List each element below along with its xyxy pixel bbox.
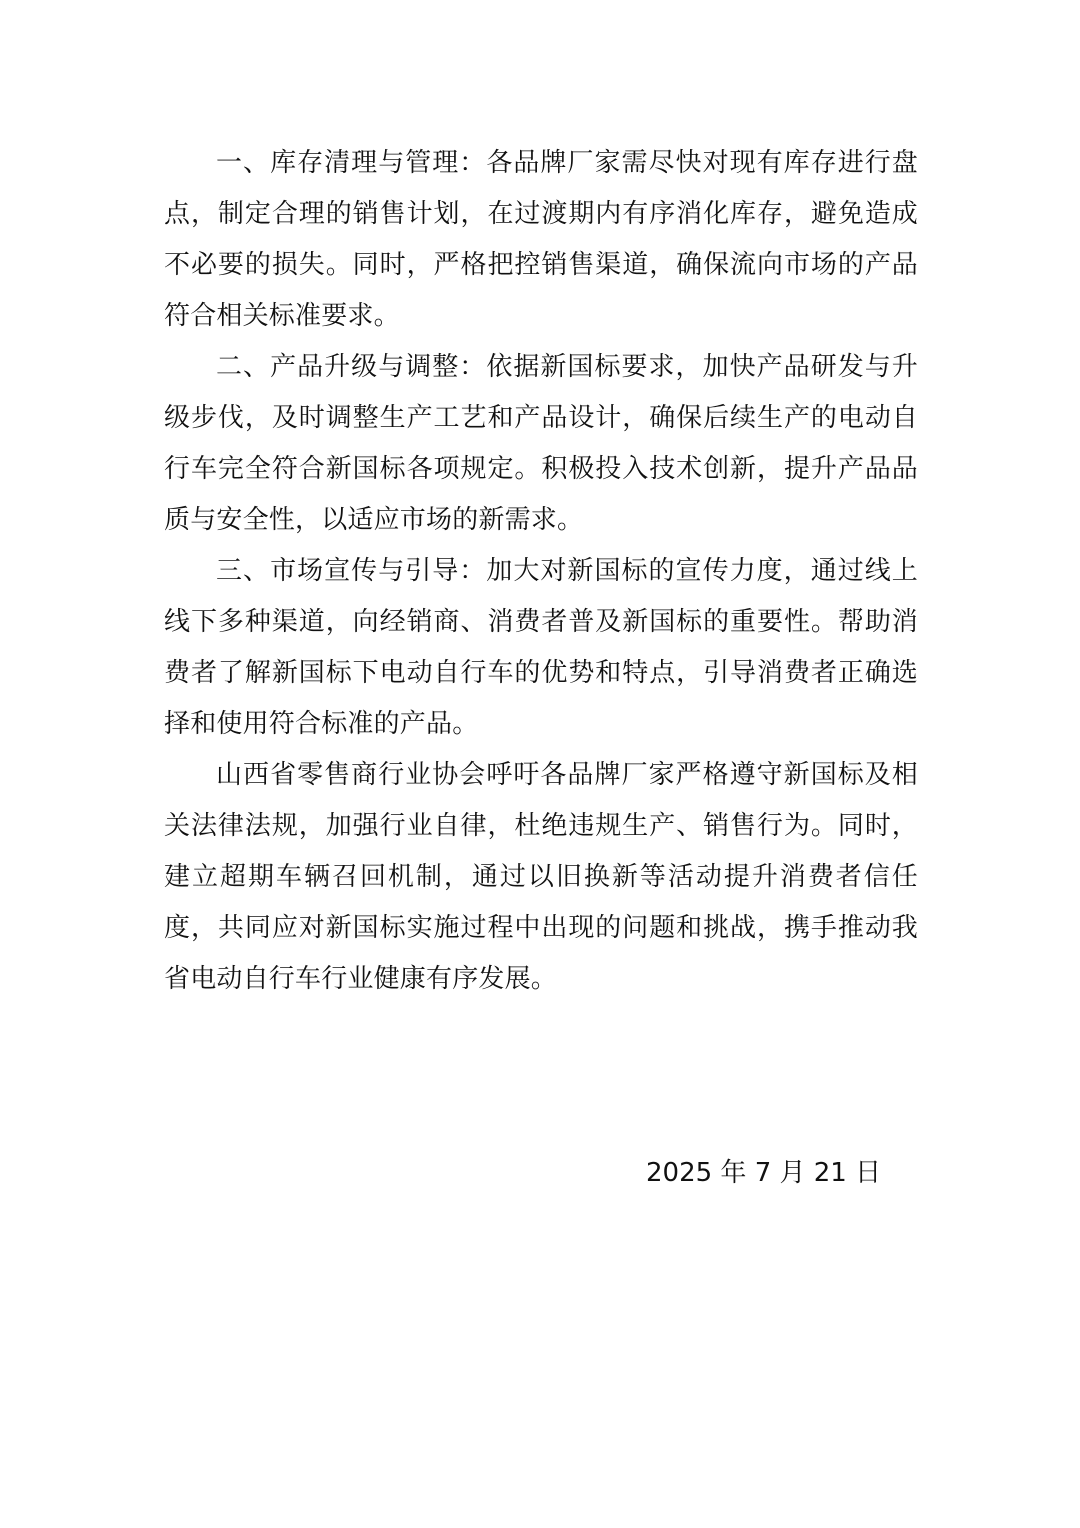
document-body — [164, 138, 918, 1005]
paragraph-product-upgrade: 二、产品升级与调整：依据新国标要求，加快产品研发与升级步伐，及时调整生产工艺和产品设计，确保后续生产的电动自行车完全符合新国标各项规定。积极投入技术创新，提升产品品质与安全性，以适应市场的新需求。 — [164, 352, 918, 535]
paragraph-inventory: 一、库存清理与管理：各品牌厂家需尽快对现有库存进行盘点，制定合理的销售计划，在过渡期内有序消化库存，避免造成不必要的损失。同时，严格把控销售渠道，确保流向市场的产品符合相关标准要求。 — [164, 148, 918, 331]
document-date: 2025 年 7 月 21 日 — [646, 1158, 882, 1188]
paragraph-market-promotion: 三、市场宣传与引导：加大对新国标的宣传力度，通过线上线下多种渠道，向经销商、消费者普及新国标的重要性。帮助消费者了解新国标下电动自行车的优势和特点，引导消费者正确选择和使用符合标准的产品。 — [164, 556, 918, 739]
paragraph-association-appeal: 山西省零售商行业协会呼吁各品牌厂家严格遵守新国标及相关法律法规，加强行业自律，杜绝违规生产、销售行为。同时，建立超期车辆召回机制，通过以旧换新等活动提升消费者信任度，共同应对新国标实施过程中出现的问题和挑战，携手推动我省电动自行车行业健康有序发展。 — [164, 760, 918, 994]
